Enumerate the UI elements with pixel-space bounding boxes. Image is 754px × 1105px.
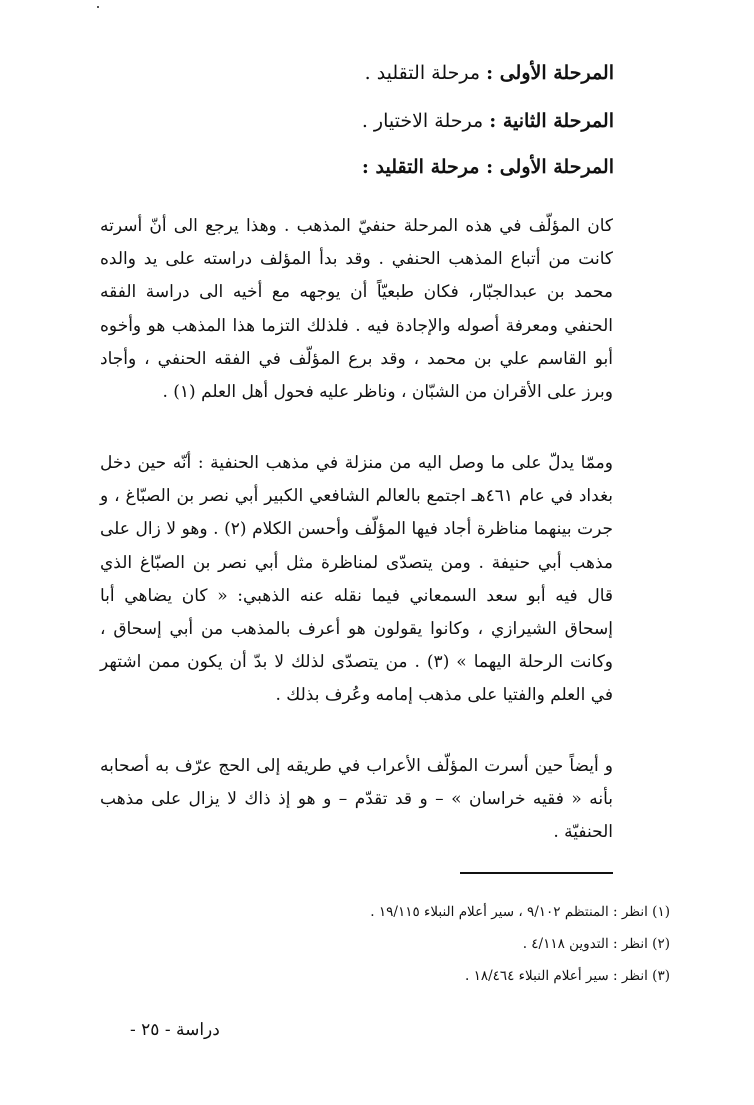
section-heading: المرحلة الأولى : مرحلة التقليد : — [361, 156, 614, 178]
stage-line-1 — [365, 62, 614, 84]
stage-1-label: المرحلة الأولى : — [486, 62, 614, 84]
paragraph-2-text: وممّا يدلّ على ما وصل اليه من منزلة في مذهب الحنفية : أنّه حين دخل بغداد في عام ٤٦١هـ اجتمع بالعالم الشافعي الكبير أبي نصر بن الصبّاغ ، و جرت بينهما مناظرة أجاد فيها المؤلّف وأحسن الكلام (٢) . وهو لا زال على مذهب أبي حنيفة . ومن يتصدّى لمناظرة مثل أبي نصر بن الصبّاغ الذي قال فيه أبو سعد السمعاني فيما نقله عنه الذهبي: « كان يضاهي أبا إسحاق الشيرازي ، وكانوا يقولون هو أعرف بالمذهب من أبي إسحاق ، وكانت الرحلة اليهما » (٣) . من يتصدّى لذلك لا بدّ أن يكون ممن اشتهر في العلم والفتيا على مذهب إمامه وعُرف بذلك . — [100, 453, 614, 706]
footnote-1: (١) انظر : المنتظم ٩/١٠٢ ، سير أعلام النبلاء ١٩/١١٥ . — [370, 904, 670, 920]
paragraph-1 — [100, 210, 613, 409]
stage-line-2 — [362, 110, 614, 132]
paragraph-3-text: و أيضاً حين أسرت المؤلّف الأعراب في طريقه إلى الحج عرّف به أصحابه بأنه « فقيه خراسان » – و قد تقدّم – و هو إذ ذاك لا يزال على مذهب الحنفيّة . — [100, 756, 613, 843]
footnote-2: (٢) انظر : التدوين ٤/١١٨ . — [522, 936, 670, 952]
footnotes — [370, 896, 670, 992]
stage-1-text: مرحلة التقليد . — [364, 62, 481, 84]
paragraph-1-text: كان المؤلّف في هذه المرحلة حنفيّ المذهب . وهذا يرجع الى أنّ أسرته كانت من أتباع المذهب الحنفي . وقد بدأ المؤلف دراسته على يد والده محمد بن عبدالجبّار، فكان طبعيّاً أن يوجهه مع أخيه الى دراسة الفقه الحنفي ومعرفة أصوله والإجادة فيه . فلذلك التزما هذا المذهب هو وأخوه أبو القاسم علي بن محمد ، وقد برع المؤلّف في الفقه الحنفي ، وأجاد وبرز على الأقران من الشبّان ، وناظر عليه فحول أهل العلم (١) . — [100, 216, 613, 403]
paragraph-3 — [100, 750, 613, 850]
paragraph-2 — [100, 447, 613, 713]
footnote-separator — [460, 872, 613, 874]
stage-2-label: المرحلة الثانية : — [489, 110, 614, 132]
page-number: دراسة - ٢٥ - — [130, 1020, 220, 1040]
footnote-3: (٣) انظر : سير أعلام النبلاء ١٨/٤٦٤ . — [464, 968, 670, 984]
stage-2-text: مرحلة الاختيار . — [361, 110, 484, 132]
scan-speck — [97, 6, 99, 8]
